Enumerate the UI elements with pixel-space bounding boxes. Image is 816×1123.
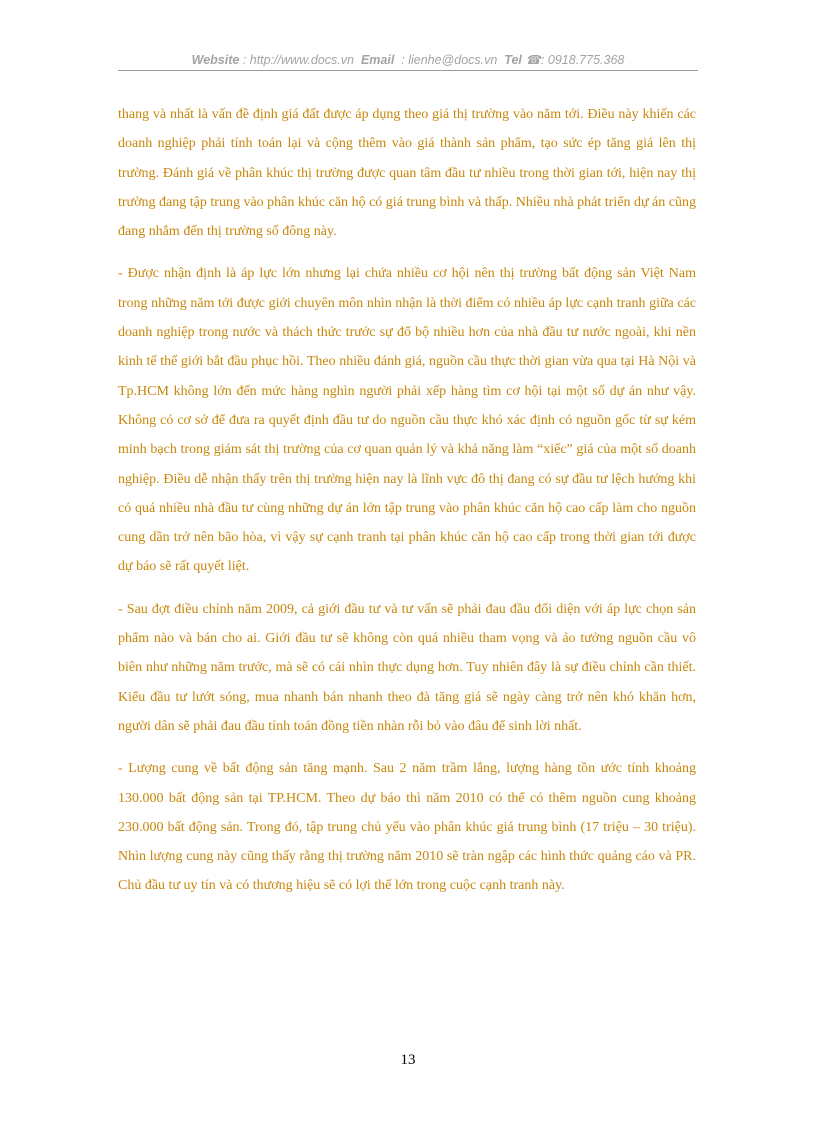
page-header bbox=[118, 52, 698, 67]
paragraph-2: - Được nhận định là áp lực lớn nhưng lại chứa nhiều cơ hội nên thị trường bất động sản Việt Nam trong những năm tới được giới chuyên môn nhìn nhận là thời điểm có nhiều áp lực cạnh tranh giữa các doanh nghiệp trong nước và thách thức trước sự đổ bộ nhiều hơn của nhà đầu tư nước ngoài, khi nền kinh tế thế giới bắt đầu phục hồi. Theo nhiều đánh giá, nguồn cầu thực thời gian vừa qua tại Hà Nội và Tp.HCM không lớn đến mức hàng nghìn người phải xếp hàng tìm cơ hội tại một số dự án như vậy. Không có cơ sở để đưa ra quyết định đầu tư do nguồn cầu thực khó xác định có nguồn gốc từ sự kém minh bạch trong giám sát thị trường của cơ quan quản lý và khả năng làm “xiếc” giá của một số doanh nghiệp. Điều dễ nhận thấy trên thị trường hiện nay là lĩnh vực đô thị đang có sự đầu tư lệch hướng khi có quá nhiều nhà đầu tư cùng những dự án lớn tập trung vào phân khúc căn hộ cao cấp làm cho nguồn cung dần trở nên bão hòa, vì vậy sự cạnh tranh tại phân khúc căn hộ cao cấp trong thời gian tới được dự báo sẽ rất quyết liệt. bbox=[118, 266, 696, 575]
tel-label: Tel bbox=[504, 53, 522, 67]
phone-icon: ☎ bbox=[525, 53, 541, 67]
email-label: Email bbox=[360, 53, 395, 67]
website-label: Website bbox=[191, 53, 240, 67]
page-number: 13 bbox=[400, 1052, 416, 1068]
paragraph-1: thang và nhất là vấn đề định giá đất được áp dụng theo giá thị trường vào năm tới. Điều này khiến các doanh nghiệp phải tính toán lại và cộng thêm vào giá thành sản phẩm, tạo sức ép tăng giá lên thị trường. Đánh giá về phân khúc thị trường được quan tâm đầu tư nhiều trong thời gian tới, hiện nay thị trường đang tập trung vào phân khúc căn hộ có giá trung bình và thấp. Nhiều nhà phát triển dự án cũng đang nhắm đến thị trường số đông này. bbox=[118, 107, 696, 240]
header-divider bbox=[118, 70, 698, 71]
website-url[interactable]: : http://www.docs.vn bbox=[242, 53, 354, 67]
tel-number: : 0918.775.368 bbox=[540, 53, 625, 67]
document-body bbox=[118, 100, 696, 914]
email-address[interactable]: : lienhe@docs.vn bbox=[401, 53, 498, 67]
paragraph-3: - Sau đợt điều chỉnh năm 2009, cả giới đầu tư và tư vấn sẽ phải đau đầu đối diện với áp lực chọn sản phẩm nào và bán cho ai. Giới đầu tư sẽ không còn quá nhiều tham vọng và ảo tưởng nguồn cầu vô biên như những năm trước, mà sẽ có cái nhìn thực dụng hơn. Tuy nhiên đây là sự điều chỉnh cần thiết. Kiểu đầu tư lướt sóng, mua nhanh bán nhanh theo đà tăng giá sẽ ngày càng trở nên khó khăn hơn, người dân sẽ phải đau đầu tính toán đồng tiền nhàn rỗi bỏ vào đâu để sinh lời nhất. bbox=[118, 601, 696, 734]
paragraph-4: - Lượng cung về bất động sản tăng mạnh. Sau 2 năm trầm lắng, lượng hàng tồn ước tính khoảng 130.000 bất động sản tại TP.HCM. Theo dự báo thì năm 2010 có thể có thêm nguồn cung khoảng 230.000 bất động sản. Trong đó, tập trung chủ yếu vào phân khúc giá trung bình (17 triệu – 30 triệu). Nhìn lượng cung này cũng thấy rằng thị trường năm 2010 sẽ tràn ngập các hình thức quảng cáo và PR. Chủ đầu tư uy tín và có thương hiệu sẽ có lợi thế lớn trong cuộc cạnh tranh này. bbox=[118, 761, 696, 894]
